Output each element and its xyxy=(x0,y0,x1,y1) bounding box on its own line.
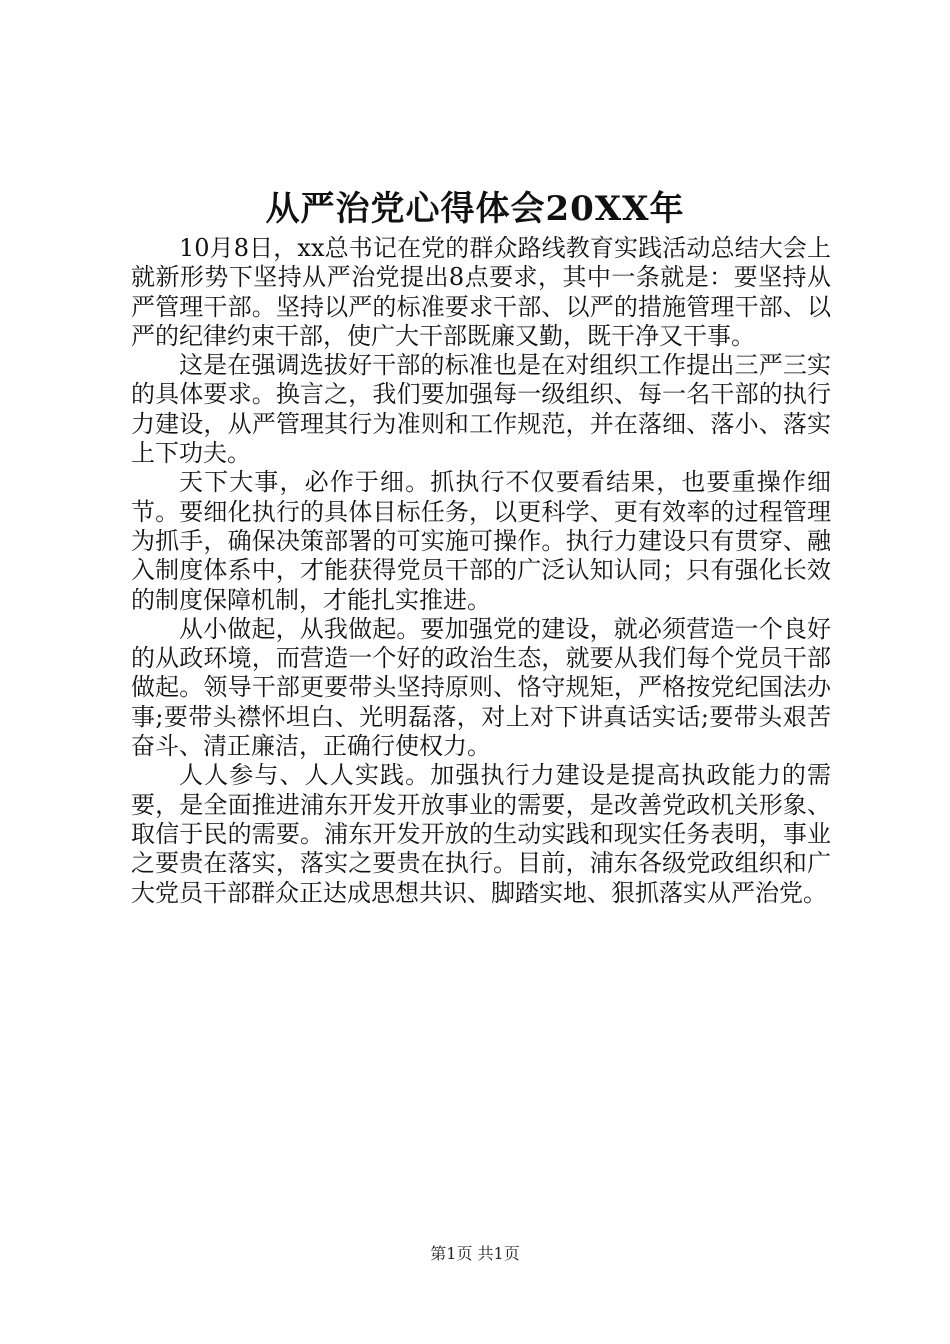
document-title: 从严治党心得体会20XX年 xyxy=(265,189,685,229)
paragraph-5: 人人参与、人人实践。加强执行力建设是提高执政能力的需要，是全面推进浦东开发开放事业的需要，是改善党政机关形象、取信于民的需要。浦东开发开放的生动实践和现实任务表明，事业之要贵在落实，落实之要贵在执行。目前，浦东各级党政组织和广大党员干部群众正达成思想共识、脚踏实地、狠抓落实从严治党。 xyxy=(131,761,831,907)
page-footer: 第1页 共1页 xyxy=(430,1244,520,1263)
document-body xyxy=(131,234,831,908)
paragraph-4: 从小做起，从我做起。要加强党的建设，就必须营造一个良好的从政环境，而营造一个好的政治生态，就要从我们每个党员干部做起。领导干部更要带头坚持原则、恪守规矩，严格按党纪国法办事;要带头襟怀坦白、光明磊落，对上对下讲真话实话;要带头艰苦奋斗、清正廉洁，正确行使权力。 xyxy=(131,614,831,761)
paragraph-1: 10月8日，xx总书记在党的群众路线教育实践活动总结大会上就新形势下坚持从严治党提出8点要求，其中一条就是：要坚持从严管理干部。坚持以严的标准要求干部、以严的措施管理干部、以严的纪律约束干部，使广大干部既廉又勤，既干净又干事。 xyxy=(131,234,831,350)
paragraph-3: 天下大事，必作于细。抓执行不仅要看结果，也要重操作细节。要细化执行的具体目标任务，以更科学、更有效率的过程管理为抓手，确保决策部署的可实施可操作。执行力建设只有贯穿、融入制度体系中，才能获得党员干部的广泛认知认同；只有强化长效的制度保障机制，才能扎实推进。 xyxy=(131,468,831,614)
paragraph-2: 这是在强调选拔好干部的标准也是在对组织工作提出三严三实的具体要求。换言之，我们要加强每一级组织、每一名干部的执行力建设，从严管理其行为准则和工作规范，并在落细、落小、落实上下功夫。 xyxy=(131,351,831,468)
